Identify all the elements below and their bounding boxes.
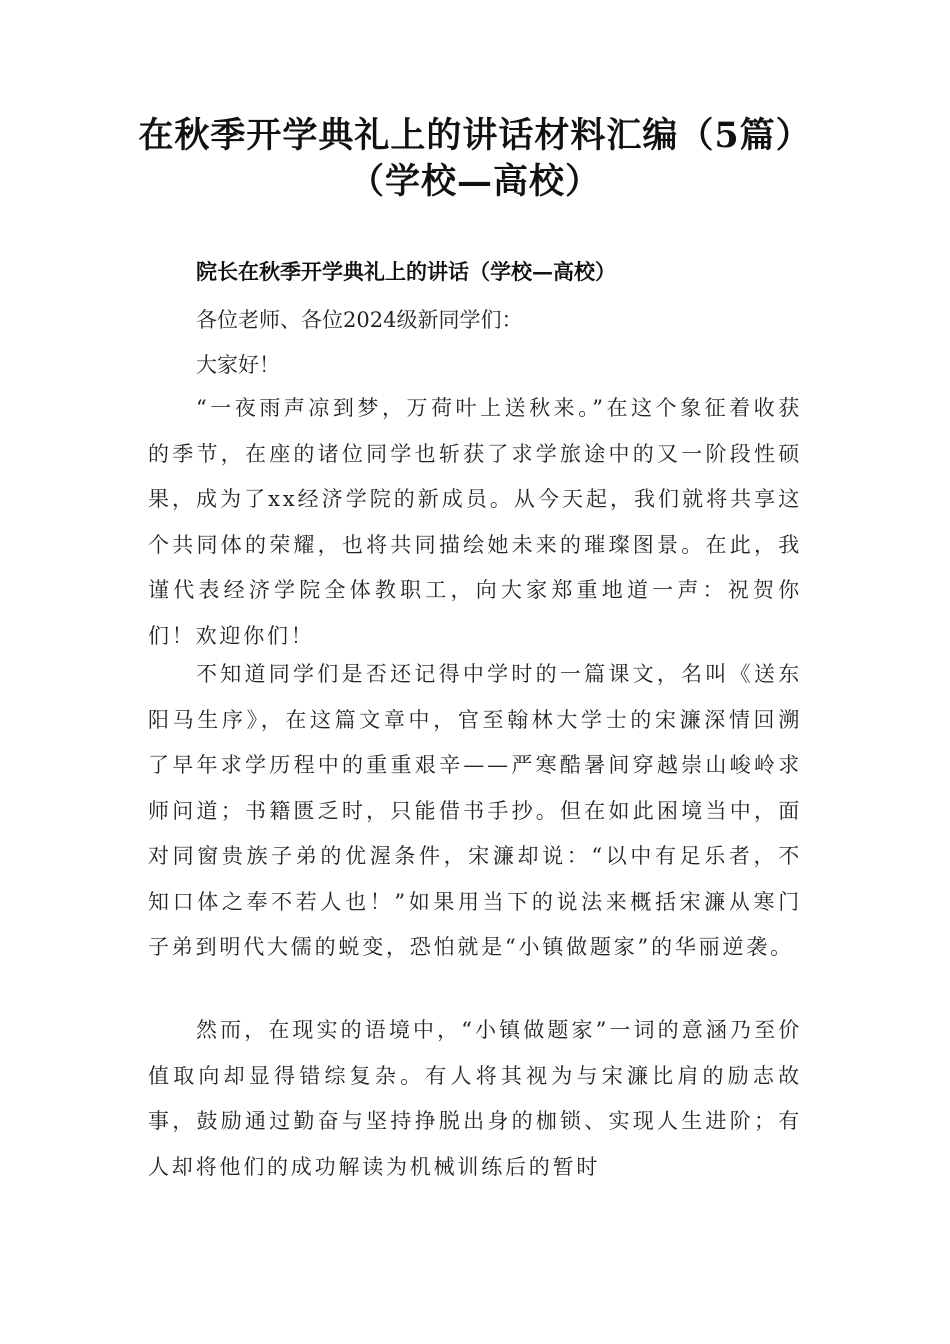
body-paragraph-1: “一夜雨声凉到梦，万荷叶上送秋来。”在这个象征着收获的季节，在座的诸位同学也斩获了求学旅途中的又一阶段性硕果，成为了xx经济学院的新成员。从今天起，我们就将共享这个共同体的荣耀，也将共同描绘她未来的璀璨图景。在此，我谨代表经济学院全体教职工，向大家郑重地道一声：祝贺你们！欢迎你们！ — [148, 396, 802, 648]
document-title-line-2: （学校—高校） — [348, 161, 601, 202]
greeting: 大家好！ — [196, 353, 280, 377]
body-paragraph-2: 不知道同学们是否还记得中学时的一篇课文，名叫《送东阳马生序》，在这篇文章中，官至翰林大学士的宋濂深情回溯了早年求学历程中的重重艰辛——严寒酷暑间穿越崇山峻岭求师问道；书籍匮乏时，只能借书手抄。但在如此困境当中，面对同窗贵族子弟的优渥条件，宋濂却说：“以中有足乐者，不知口体之奉不若人也！”如果用当下的说法来概括宋濂从寒门子弟到明代大儒的蜕变，恐怕就是“小镇做题家”的华丽逆袭。 — [148, 662, 802, 959]
document-title-line-1: 在秋季开学典礼上的讲话材料汇编（5篇） — [138, 115, 812, 156]
section-title: 院长在秋季开学典礼上的讲话（学校—高校） — [196, 259, 616, 284]
salutation: 各位老师、各位2024级新同学们： — [196, 308, 523, 332]
body-paragraph-3: 然而，在现实的语境中，“小镇做题家”一词的意涵乃至价值取向却显得错综复杂。有人将其视为与宋濂比肩的励志故事，鼓励通过勤奋与坚持挣脱出身的枷锁、实现人生进阶；有人却将他们的成功解读为机械训练后的暂时 — [148, 1018, 802, 1179]
